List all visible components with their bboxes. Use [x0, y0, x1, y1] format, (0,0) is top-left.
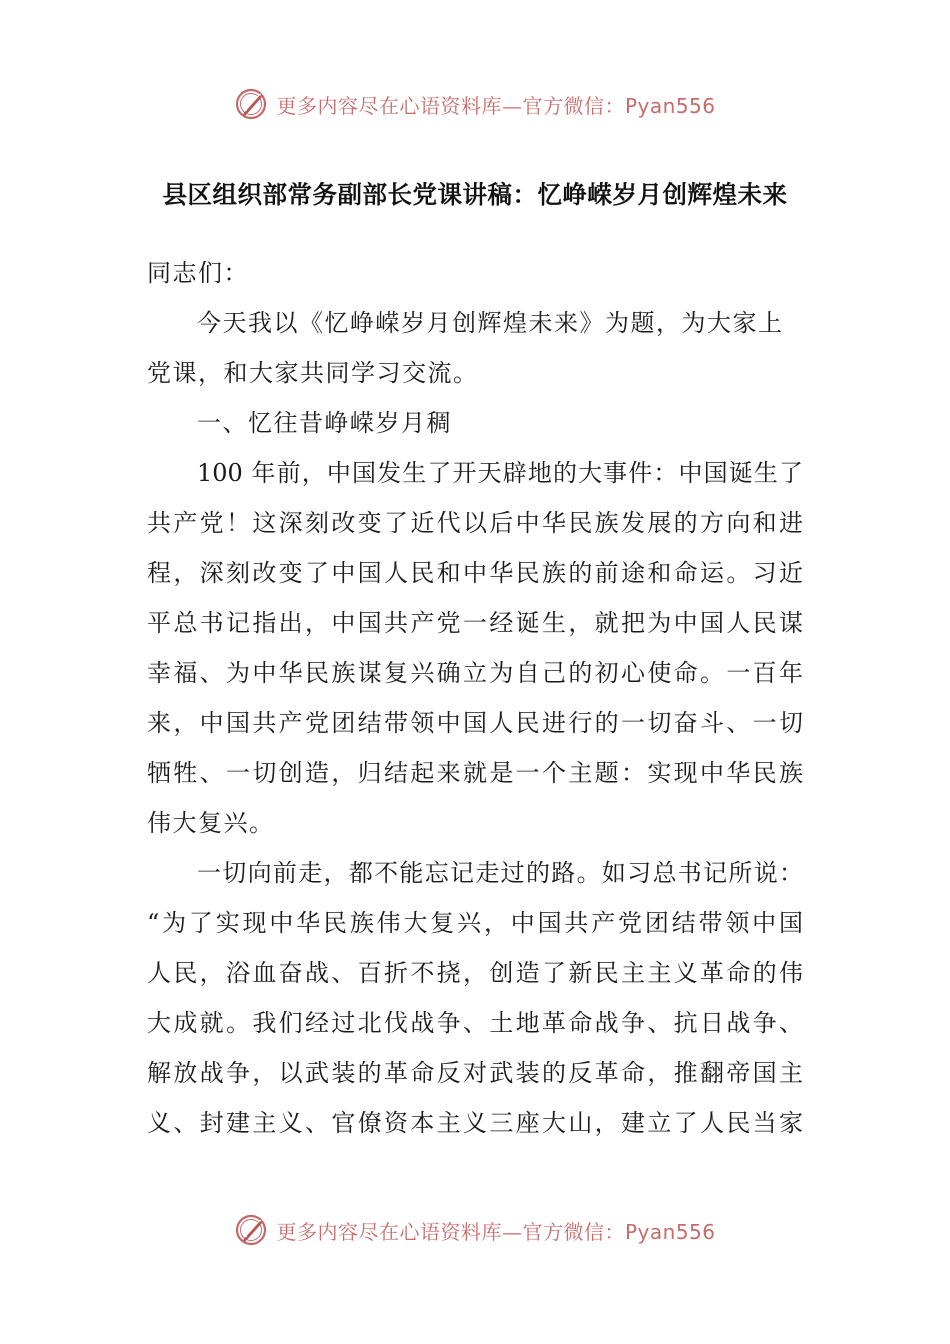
paragraph-line: 幸福、为中华民族谋复兴确立为自己的初心使命。一百年: [147, 659, 803, 687]
watermark-text: 更多内容尽在心语资料库—官方微信：Pyan556: [276, 1219, 716, 1244]
paragraph-line: 伟大复兴。: [147, 809, 275, 837]
document-body: [147, 248, 803, 1148]
paragraph-line: 100 年前，中国发生了开天辟地的大事件：中国诞生了: [197, 459, 803, 487]
paragraph-line: 平总书记指出，中国共产党一经诞生，就把为中国人民谋: [147, 609, 803, 637]
paragraph-line: “为了实现中华民族伟大复兴，中国共产党团结带领中国: [147, 909, 803, 937]
watermark-footer: [0, 1210, 950, 1250]
paragraph-line: 解放战争，以武装的革命反对武装的反革命，推翻帝国主: [147, 1059, 803, 1087]
paragraph-line: 来，中国共产党团结带领中国人民进行的一切奋斗、一切: [147, 709, 803, 737]
quill-pen-logo-icon: [234, 87, 268, 121]
quill-pen-logo-icon: [234, 1213, 268, 1247]
section-heading: 一、忆往昔峥嵘岁月稠: [197, 409, 452, 437]
paragraph-line: 一切向前走，都不能忘记走过的路。如习总书记所说：: [197, 859, 803, 887]
document-title: 县区组织部常务副部长党课讲稿：忆峥嵘岁月创辉煌未来: [162, 180, 788, 209]
paragraph-line: 牺牲、一切创造，归结起来就是一个主题：实现中华民族: [147, 759, 803, 787]
paragraph-line: 大成就。我们经过北伐战争、土地革命战争、抗日战争、: [147, 1009, 803, 1037]
paragraph-line: 程，深刻改变了中国人民和中华民族的前途和命运。习近: [147, 559, 803, 587]
watermark-header: [0, 84, 950, 124]
paragraph-line: 共产党！这深刻改变了近代以后中华民族发展的方向和进: [147, 509, 803, 537]
paragraph-line: 今天我以《忆峥嵘岁月创辉煌未来》为题，为大家上: [197, 309, 784, 337]
watermark-text: 更多内容尽在心语资料库—官方微信：Pyan556: [276, 93, 716, 118]
paragraph-line: 党课，和大家共同学习交流。: [147, 359, 479, 387]
salutation: 同志们：: [147, 259, 249, 287]
paragraph-line: 义、封建主义、官僚资本主义三座大山，建立了人民当家: [147, 1109, 803, 1137]
paragraph-line: 人民，浴血奋战、百折不挠，创造了新民主主义革命的伟: [147, 959, 803, 987]
